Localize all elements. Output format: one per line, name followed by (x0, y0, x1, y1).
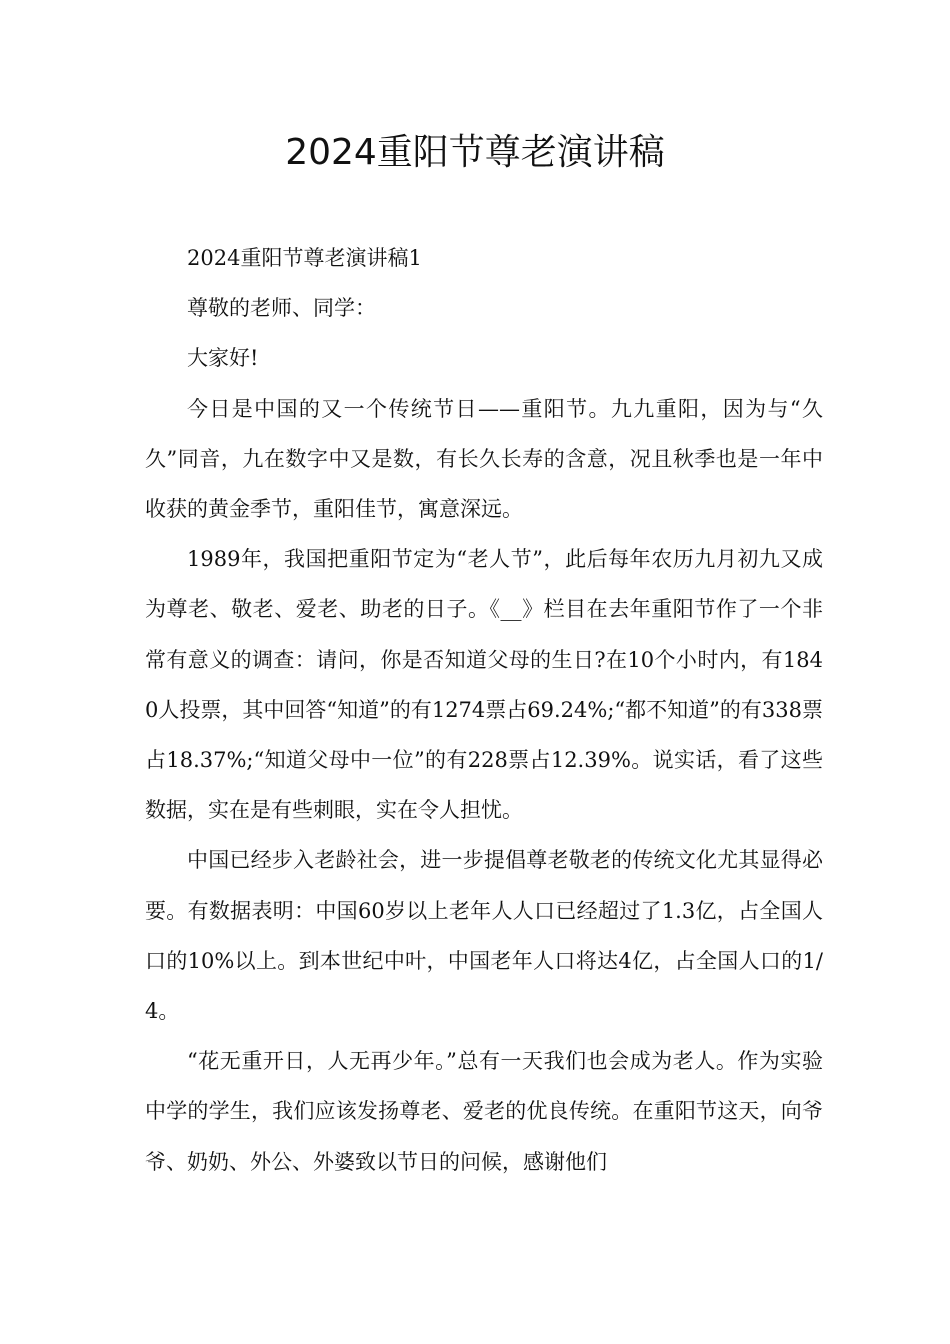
paragraph-salutation: 尊敬的老师、同学： (187, 296, 376, 321)
paragraph-call-to-action: “花无重开日，人无再少年。”总有一天我们也会成为老人。作为实验中学的学生，我们应该发扬尊老、爱老的优良传统。在重阳节这天，向爷爷、奶奶、外公、外婆致以节日的问候，感谢他们 (145, 1049, 823, 1174)
document-title: 2024重阳节尊老演讲稿 (285, 132, 665, 173)
paragraph-heading: 2024重阳节尊老演讲稿1 (187, 246, 422, 270)
paragraph-survey: 1989年，我国把重阳节定为“老人节”，此后每年农历九月初九又成为尊老、敬老、爱老、助老的日子。《__》栏目在去年重阳节作了一个非常有意义的调查：请问，你是否知道父母的生日?在10个小时内，有1840人投票，其中回答“知道”的有1274票占69.24%;“都不知道”的有338票占18.37%;“知道父母中一位”的有228票占12.39%。说实话，看了这些数据，实在是有些刺眼，实在令人担忧。 (145, 547, 823, 823)
paragraph-aging: 中国已经步入老龄社会，进一步提倡尊老敬老的传统文化尤其显得必要。有数据表明：中国60岁以上老年人人口已经超过了1.3亿，占全国人口的10%以上。到本世纪中叶，中国老年人口将达4亿，占全国人口的1/4。 (145, 848, 823, 1024)
document-body (145, 233, 823, 1187)
paragraph-greeting: 大家好! (187, 346, 259, 371)
paragraph-intro: 今日是中国的又一个传统节日——重阳节。九九重阳，因为与“久久”同音，九在数字中又是数，有长久长寿的含意，况且秋季也是一年中收获的黄金季节，重阳佳节，寓意深远。 (145, 396, 823, 522)
